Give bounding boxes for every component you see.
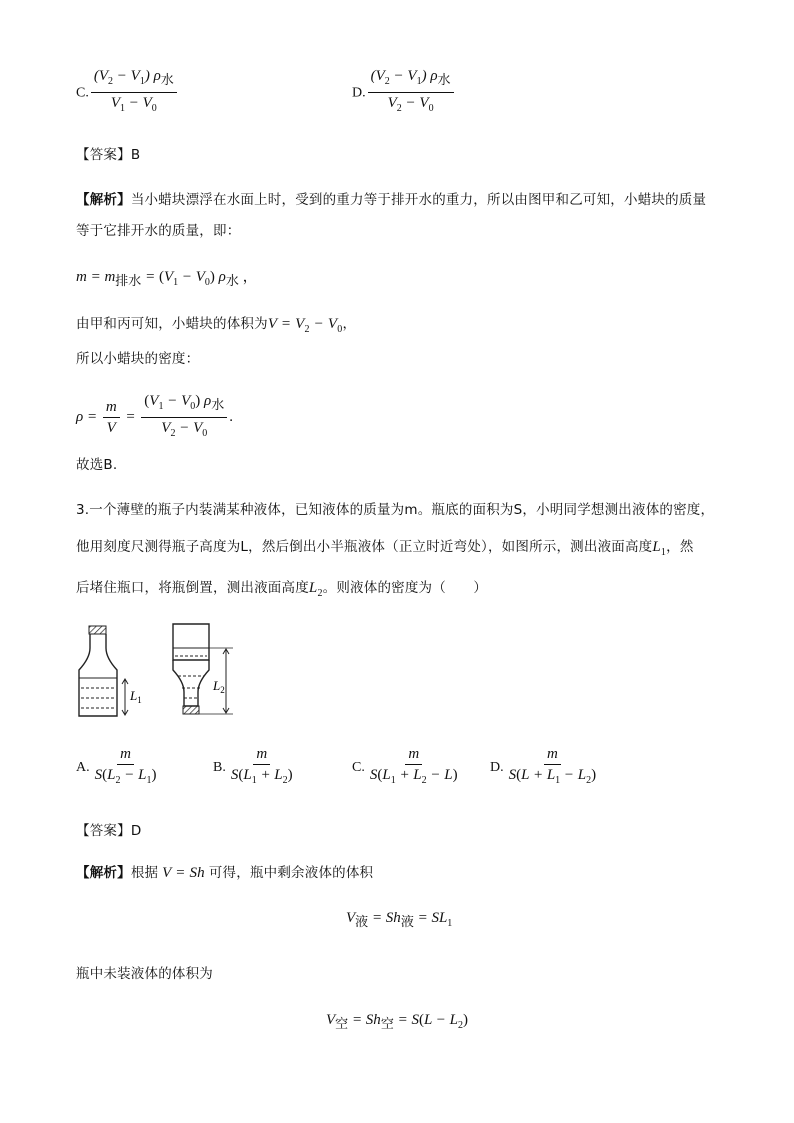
analysis-1-line-1 <box>76 188 706 208</box>
analysis-text: 当小蜡块漂浮在水面上时，受到的重力等于排开水的重力，所以由图甲和乙可知，小蜡块的质量 <box>130 192 707 208</box>
option-d-label: D. <box>352 85 366 101</box>
liquid-volume-equation: $V_液 = Sh_液 = SL_1$ <box>346 910 453 930</box>
answer-2: 【答案】D <box>76 823 142 839</box>
q3-option-b: B. $\frac{m}{S(L_1 + L_2)}$ <box>213 746 293 786</box>
q3-option-d: D. $\frac{m}{S(L + L_1 - L_2)}$ <box>490 746 597 786</box>
analysis-1-line-3: 由甲和丙可知，小蜡块的体积为$V = V_2 - V_0$， <box>76 316 357 335</box>
conclusion-1: 故选B. <box>76 457 118 473</box>
analysis-1-line-2: 等于它排开水的质量，即： <box>76 223 241 239</box>
l2-label: $L_2$ <box>213 678 225 695</box>
answer-1 <box>76 143 140 163</box>
bottle-neck <box>173 660 209 706</box>
density-equation: ρ = $\frac{m}{V}$ = $\frac{(V_1 - V_0) \rho_水}{V_2 - V_0}$ . <box>76 393 233 439</box>
question-3-line-1: 3.一个薄壁的瓶子内装满某种液体，已知液体的质量为m。瓶底的面积为S，小明同学想测出液体的密度， <box>76 502 715 518</box>
answer-tag: 【答案】 <box>76 147 131 163</box>
empty-volume-equation: $V_空 = Sh_空 = S(L - L_2)$ <box>326 1012 468 1032</box>
question-3-line-3: 后堵住瓶口，将瓶倒置，测出液面高度$L_2$。则液体的密度为（ ） <box>76 580 488 599</box>
bottle-cap-bottom <box>183 706 199 714</box>
option-c-label: C. <box>76 85 89 101</box>
question-3-line-2: 他用刻度尺测得瓶子高度为L，然后倒出小半瓶液体（正立时近弯处），如图所示，测出液面高度$L_1$，然 <box>76 539 694 558</box>
q3-option-a: A. $\frac{m}{S(L_2 - L_1)}$ <box>76 746 157 786</box>
volume-equation: $V = V_2 - V_0$ <box>267 316 343 335</box>
bottle-outline <box>79 634 117 716</box>
option-c-prev <box>76 68 179 117</box>
analysis-tag: 【解析】 <box>76 192 131 208</box>
inverted-bottle <box>173 624 233 714</box>
q3-option-c: C. $\frac{m}{S(L_1 + L_2 - L)}$ <box>352 746 458 786</box>
analysis-1-line-4: 所以小蜡块的密度： <box>76 351 200 367</box>
bottle-cap <box>89 626 106 634</box>
analysis-2-line-2: 瓶中未装液体的体积为 <box>76 966 213 982</box>
option-c-fraction: $\frac{(V_2 - V_1) \rho_水}{V_1 - V_0}$ <box>91 68 177 117</box>
upright-bottle <box>79 626 142 716</box>
option-d-prev <box>352 68 456 117</box>
bottle-diagram <box>70 618 250 723</box>
analysis-2-line-1: 【解析】根据 V = Sh 可得，瓶中剩余液体的体积 <box>76 865 374 881</box>
bottle-body-top <box>173 624 209 660</box>
mass-equation: $m = m_{排水} = (V_1 - V_0)$ $\rho_水$ ， <box>76 269 258 289</box>
answer-value: B <box>130 147 141 163</box>
option-d-fraction: $\frac{(V_2 - V_1) \rho_水}{V_2 - V_0}$ <box>368 68 454 117</box>
l1-label: $L_1$ <box>130 688 142 705</box>
formula-v-sh: V = Sh <box>158 865 209 881</box>
